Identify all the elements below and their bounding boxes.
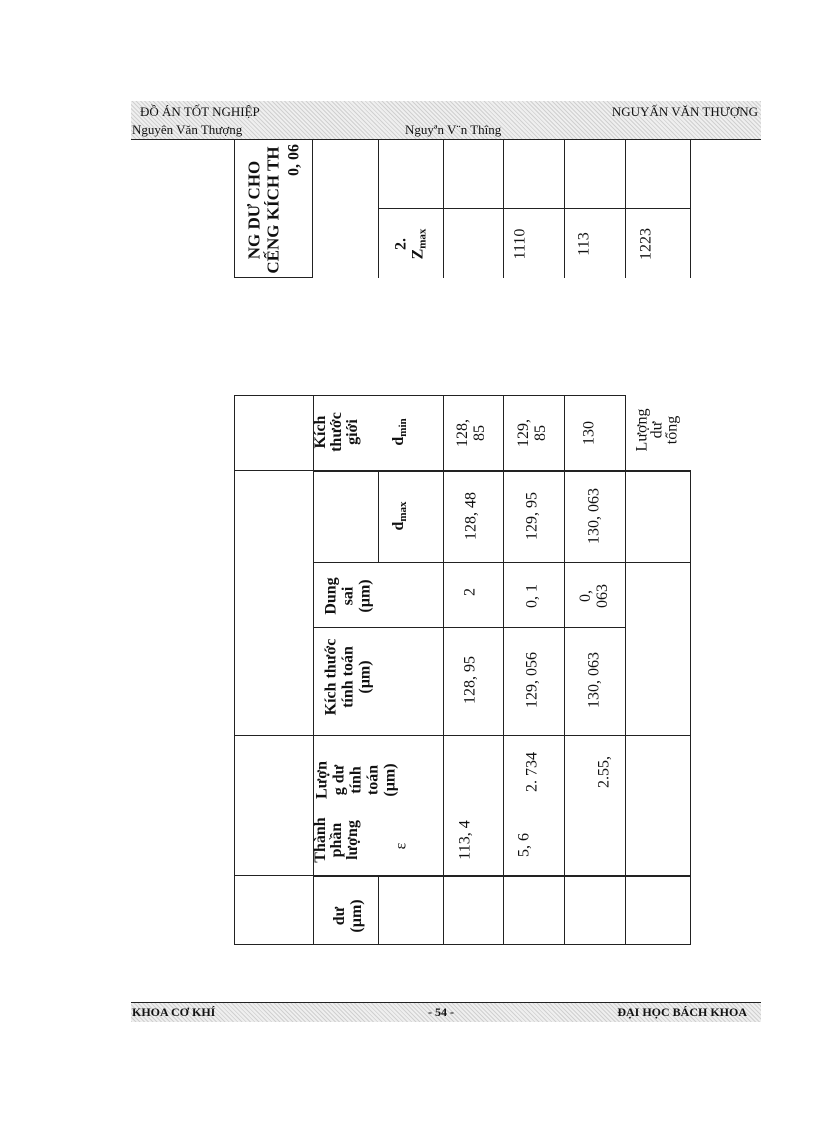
- header-right-title: NGUYẤN VĂN THƯỢNG: [611, 104, 758, 119]
- tolerance-value-2: 0, 1: [523, 584, 541, 608]
- upper-title-line1: NG DƯ CHO: [244, 160, 264, 260]
- dmax-label: $d_{max}$: [390, 501, 409, 531]
- calc-allowance-label: Lượn g dư tính toán (µm): [313, 760, 399, 800]
- page-header: [131, 101, 761, 140]
- footer-left: KHOA CƠ KHÍ: [132, 1005, 216, 1019]
- header-left-title: ĐỒ ÁN TỐT NGHIỆP: [140, 104, 260, 119]
- component-value-1: 113, 4: [456, 820, 474, 860]
- dmax-value-3: 130, 063: [585, 488, 603, 544]
- calc-allowance-value-3: 2.55,: [595, 756, 613, 788]
- tolerance-label: Dung sai (µm): [322, 577, 374, 615]
- upper-title-line3: 0, 06: [285, 144, 303, 176]
- page-footer: [131, 1002, 761, 1022]
- dmax-value-1: 128, 48: [462, 492, 480, 540]
- footer-right: ĐẠI HỌC BÁCH KHOA: [617, 1005, 747, 1019]
- calc-allowance-value-2: 2. 734: [523, 752, 541, 792]
- calc-size-label: Kích thước tính toán (µm): [322, 638, 374, 716]
- total-allowance-label: Lượng dư tổng: [633, 408, 681, 452]
- allowance-unit-label: dư (µm): [331, 899, 365, 933]
- tolerance-value-3: 0, 063: [577, 584, 611, 608]
- calc-size-value-2: 129, 056: [523, 652, 541, 708]
- calc-size-value-1: 128, 95: [461, 656, 479, 704]
- tolerance-value-1: 2: [461, 588, 479, 596]
- upper-value-3: 1223: [637, 228, 655, 260]
- footer-page-number: - 54 -: [428, 1005, 454, 1019]
- dmin-label: $d_{min}$: [390, 418, 409, 446]
- limit-size-label: Kích thước giới: [312, 412, 361, 452]
- upper-title-line2: CẾNG KÍCH TH: [263, 146, 283, 274]
- upper-value-1: 1110: [511, 228, 529, 260]
- dmin-value-1: 128, 85: [454, 419, 488, 447]
- zmax-label: 2. $Z_{max}$: [392, 228, 429, 260]
- header-left-name: Nguyên Văn Thượng: [132, 122, 243, 137]
- dmin-value-2: 129, 85: [515, 419, 549, 447]
- header-center-name: Nguyªn V¨n Thîng: [405, 122, 502, 137]
- epsilon-symbol: ε: [392, 842, 410, 850]
- calc-size-value-3: 130, 063: [585, 652, 603, 708]
- component-label: Thành phần lượng: [312, 817, 361, 863]
- component-value-2: 5, 6: [515, 833, 533, 857]
- dmin-value-3: 130: [580, 421, 598, 445]
- upper-value-2: 113: [575, 232, 593, 256]
- dmax-value-2: 129, 95: [523, 492, 541, 540]
